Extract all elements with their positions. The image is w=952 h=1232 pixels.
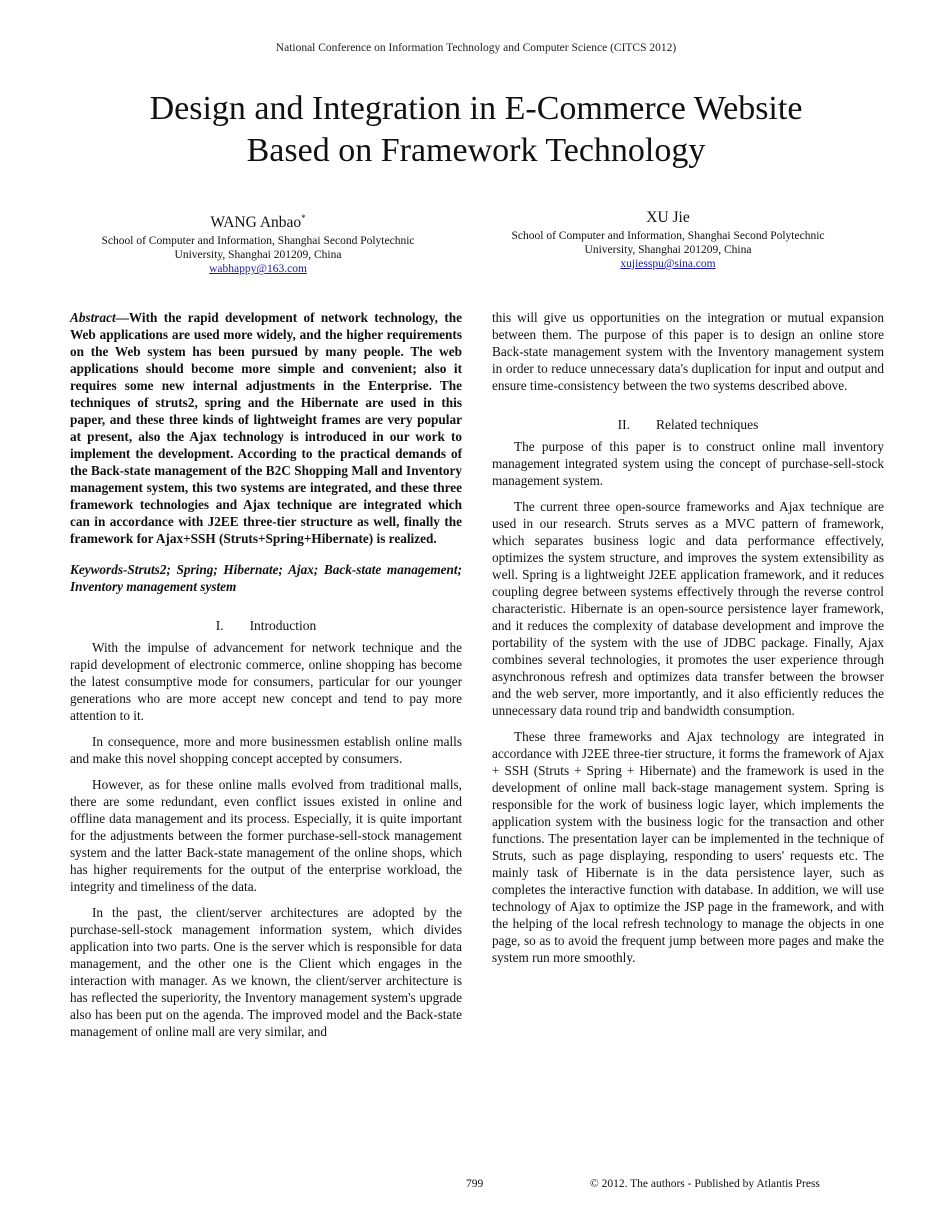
author-affiliation-line-1: School of Computer and Information, Shanghai Second Polytechnic xyxy=(101,235,415,248)
author-name xyxy=(58,207,458,234)
author-email-link[interactable]: xujiesspu@sina.com xyxy=(620,258,716,270)
corresponding-marker: * xyxy=(301,213,306,223)
left-column xyxy=(70,309,462,1049)
paragraph: However, as for these online malls evolved from traditional malls, there are some redundant, even conflict issues existed in online and offline data management and its process. Especially, it is quite important for the adjustments between the former purchase-sell-stock management system and the latter Back-state management of the online shops, which has higher requirements for the output of the enterprise workload, the integrity and timeliness of the data. xyxy=(70,777,462,894)
author-email-link[interactable]: wabhappy@163.com xyxy=(209,263,307,276)
abstract xyxy=(70,309,462,547)
section-heading-introduction xyxy=(70,617,462,634)
section-heading-related-techniques xyxy=(492,416,884,433)
copyright-notice: © 2012. The authors - Published by Atlantis Press xyxy=(590,1178,820,1190)
paragraph: With the impulse of advancement for network technique and the rapid development of electronic commerce, online shopping has become the latest consumptive mode for consumers, particular for our younger generations who are more accept new concept and tend to pay more attention to it. xyxy=(70,640,462,723)
author-affiliation-line-1: School of Computer and Information, Shanghai Second Polytechnic xyxy=(511,230,825,242)
paragraph: The purpose of this paper is to construct online mall inventory management integrated system using the concept of purchase-sell-stock management system. xyxy=(492,439,884,488)
paragraph: These three frameworks and Ajax technology are integrated in accordance with J2EE three-tier structure, it forms the framework of Ajax + SSH (Struts + Spring + Hibernate) and the framework is used in the development of online mall back-stage management system. Spring is responsible for the work of business logic layer, which implements the application system with the business logic for the transaction and other functions. The presentation layer can be implemented in the technique of Struts, such as page displaying, responding to users' requests etc. The mainly task of Hibernate is in the data persistence layer, such as completes the interactive function with database. In addition, we will use technology of Ajax to optimize the JSP page in the framework, and with the helping of the local refresh technology to manage the objects in one page, so as to avoid the frequent jump between more pages and make the system run more smoothly. xyxy=(492,729,884,965)
keywords-label: Keywords- xyxy=(70,562,128,577)
title-line-2: Based on Framework Technology xyxy=(246,132,706,169)
author-name-text: WANG Anbao xyxy=(210,214,302,232)
paragraph: In consequence, more and more businessmen establish online malls and make this novel shopping concept accepted by consumers. xyxy=(70,734,462,766)
section-number: II. xyxy=(617,417,631,432)
section-number: I. xyxy=(215,618,224,633)
author-block-2 xyxy=(468,207,868,271)
author-affiliation-line-2: University, Shanghai 201209, China xyxy=(584,244,752,256)
section-title: Introduction xyxy=(249,618,317,633)
paragraph: The current three open-source frameworks and Ajax technique are used in our research. Struts serves as a MVC pattern of framework, which separates business logic and data performance effectively, optimizes the system structure, and improves the system extensibility as well. Spring is a lightweight J2EE application framework, and it reduces coupling degree between systems effectively through the reverse control characteristic. Hibernate is an open-source persistence layer framework, and it reduces the complexity of database development and improve the portability of the system with the use of JDBC package. Finally, Ajax combines several technologies, it promotes the user experience through asynchronous refresh and optimizes data transfer between the browser and the web server, more importantly, and it also efficiently reduces the unnecessary data round trip and bandwidth consumption. xyxy=(492,499,884,718)
keywords-text: Struts2; Spring; Hibernate; Ajax; Back-state management; Inventory management system xyxy=(70,562,462,594)
paragraph: In the past, the client/server architectures are adopted by the purchase-sell-stock management information system, which divides application into two parts. One is the server which is responsible for data management, and the other one is the Client which engages in the interaction with manager. As we known, the client/server architecture is has reflected the superiority, the Inventory management system's upgrade also has been put on the agenda. The improved model and the Back-state management of online mall are very similar, and xyxy=(70,905,462,1039)
page-number: 799 xyxy=(466,1178,484,1190)
abstract-label: Abstract xyxy=(70,310,116,325)
author-block-1 xyxy=(58,207,458,276)
running-header: National Conference on Information Technology and Computer Science (CITCS 2012) xyxy=(275,42,677,54)
title-line-1: Design and Integration in E-Commerce Website xyxy=(149,90,803,127)
author-name: XU Jie xyxy=(646,209,690,226)
right-column xyxy=(492,309,884,975)
abstract-text: —With the rapid development of network technology, the Web applications are used more widely, and the higher requirements on the Web system has been pursued by many people. The web applications should become more simple and convenient; also it requires some new internal adjustments in the Enterprise. The techniques of struts2, spring and the Hibernate are used in this paper, and these three kinds of lightweight frames are very popular at present, also the Ajax technology is introduced in our work to implement the development. According to the practical demands of the Back-state management of the B2C Shopping Mall and Inventory management system, this two systems are integrated, and these three framework technologies and Ajax technique are integrated which can in accordance with J2EE three-tier structure as well, finally the framework for Ajax+SSH (Struts+Spring+Hibernate) is realized. xyxy=(70,310,462,546)
section-title: Related techniques xyxy=(656,417,759,432)
paper-title xyxy=(60,88,892,172)
keywords xyxy=(70,561,462,595)
paragraph-continued: this will give us opportunities on the integration or mutual expansion between them. The purpose of this paper is to design an online store Back-state management system with the Inventory management system in order to reduce unnecessary data's duplication for input and output and ensure time-consistency between the two systems described above. xyxy=(492,310,884,393)
author-affiliation-line-2: University, Shanghai 201209, China xyxy=(174,249,342,262)
